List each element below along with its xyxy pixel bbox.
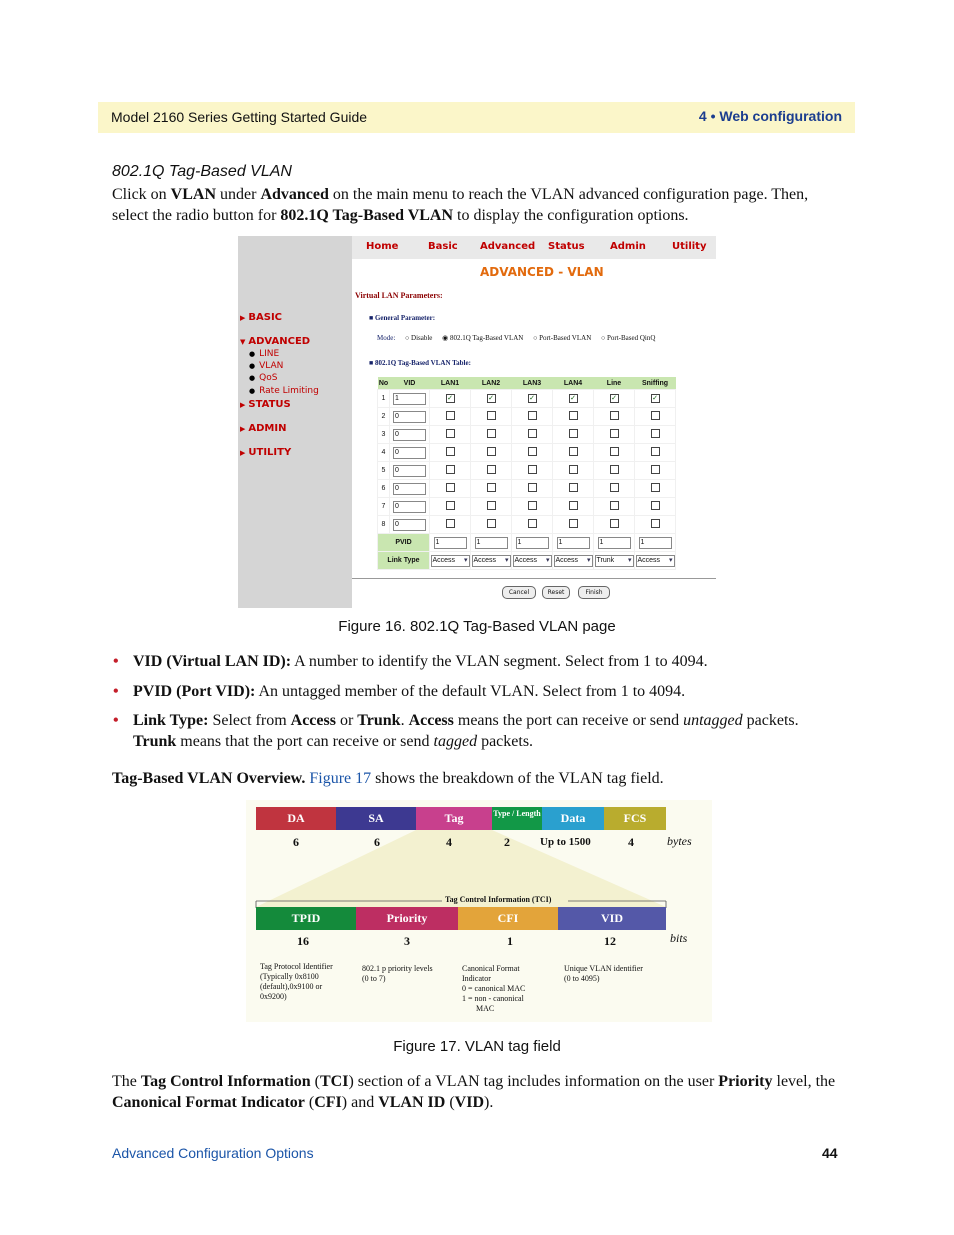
vid-input[interactable]: 0: [393, 483, 426, 495]
member-checkbox[interactable]: [528, 465, 537, 474]
intro-paragraph: Click on VLAN under Advanced on the main menu to reach the VLAN advanced configuration page. Then, select the radio button for 802.1Q Tag-Based VLAN to display the configuration options.: [112, 186, 809, 224]
member-checkbox[interactable]: [651, 411, 660, 420]
field-tpid: TPID: [256, 907, 356, 930]
vid-input[interactable]: 0: [393, 429, 426, 441]
desc-cfi: Canonical Format Indicator 0 = canonical MAC 1 = non - canonical MAC: [462, 964, 526, 1013]
desc-priority: 802.1 p priority levels (0 to 7): [362, 964, 433, 983]
bullet-icon: •: [113, 712, 119, 729]
figure-17-caption: Figure 17. VLAN tag field: [393, 1038, 561, 1055]
bits-vid: 12: [604, 934, 616, 948]
desc-tpid: Tag Protocol Identifier (Typically 0x8100 (default),0x9100 or 0x9200): [260, 962, 333, 1001]
col-lan3: LAN3: [512, 377, 553, 390]
vid-input[interactable]: 0: [393, 411, 426, 423]
member-checkbox[interactable]: [569, 483, 578, 492]
mode-disable-radio[interactable]: ○ Disable: [405, 334, 433, 342]
pvid-input[interactable]: 1: [475, 537, 508, 549]
member-checkbox[interactable]: [569, 411, 578, 420]
menu-admin[interactable]: Admin: [610, 241, 646, 252]
member-checkbox[interactable]: [610, 519, 619, 528]
pvid-input[interactable]: 1: [598, 537, 631, 549]
member-checkbox[interactable]: [610, 465, 619, 474]
col-line: Line: [594, 377, 635, 390]
link-type-select[interactable]: Access ▾: [472, 555, 511, 567]
vid-input[interactable]: 0: [393, 501, 426, 513]
desc-vid: Unique VLAN identifier (0 to 4095): [564, 964, 643, 983]
field-da: DA: [256, 807, 336, 830]
link-type-row: [378, 552, 676, 570]
finish-button[interactable]: Finish: [578, 586, 610, 599]
pvid-input[interactable]: 1: [639, 537, 672, 549]
row-no: 3: [378, 426, 390, 444]
table-row: [378, 480, 676, 498]
page-title: ADVANCED - VLAN: [480, 265, 604, 279]
top-menu: [352, 236, 716, 259]
member-checkbox[interactable]: [487, 483, 496, 492]
menu-utility[interactable]: Utility: [672, 241, 707, 252]
tci-label: Tag Control Information (TCI): [442, 895, 554, 904]
nav-status[interactable]: ▶ STATUS: [240, 399, 291, 410]
member-checkbox[interactable]: [446, 501, 455, 510]
member-checkbox[interactable]: [569, 447, 578, 456]
bits-cfi: 1: [507, 934, 513, 948]
bullet-vid: • VID (Virtual LAN ID): A number to identify the VLAN segment. Select from 1 to 4094.: [113, 653, 708, 670]
col-lan2: LAN2: [471, 377, 512, 390]
divider: [352, 578, 716, 579]
nav-utility[interactable]: ▶ UTILITY: [240, 447, 292, 458]
reset-button[interactable]: Reset: [542, 586, 570, 599]
field-type-length: Type / Length: [492, 807, 542, 830]
col-lan1: LAN1: [430, 377, 471, 390]
vlan-table: [377, 377, 676, 570]
member-checkbox[interactable]: [446, 483, 455, 492]
pvid-input[interactable]: 1: [516, 537, 549, 549]
tci-paragraph: The Tag Control Information (TCI) section of a VLAN tag includes information on the user Priority level, the Canonical Format Indicator (CFI) and VLAN ID (VID).: [112, 1073, 836, 1111]
bits-tpid: 16: [297, 934, 309, 948]
table-row: [378, 426, 676, 444]
nav-sub-rate-limiting[interactable]: ● Rate Limiting: [249, 386, 319, 396]
overview-paragraph: Tag-Based VLAN Overview. Figure 17 shows the breakdown of the VLAN tag field.: [112, 770, 664, 787]
row-no: 5: [378, 462, 390, 480]
nav-sub-line[interactable]: ● LINE: [249, 349, 280, 359]
mode-tag-based-radio[interactable]: ◉ 802.1Q Tag-Based VLAN: [442, 334, 524, 342]
table-row: [378, 444, 676, 462]
member-checkbox[interactable]: [528, 519, 537, 528]
member-checkbox[interactable]: [610, 411, 619, 420]
cancel-button[interactable]: Cancel: [502, 586, 536, 599]
row-no: 6: [378, 480, 390, 498]
table-row: [378, 408, 676, 426]
mode-port-based-radio[interactable]: ○ Port-Based VLAN: [533, 334, 592, 342]
bullet-icon: •: [113, 683, 119, 700]
member-checkbox[interactable]: ✓: [652, 395, 658, 402]
nav-basic[interactable]: ▶ BASIC: [240, 312, 283, 323]
member-checkbox[interactable]: [651, 429, 660, 438]
member-checkbox[interactable]: [487, 501, 496, 510]
member-checkbox[interactable]: [446, 429, 455, 438]
mode-row: Mode: ○ Disable ◉ 802.1Q Tag-Based VLAN ○ Port-Based VLAN ○ Port-Based QinQ: [377, 334, 656, 342]
section-title: 802.1Q Tag-Based VLAN: [112, 163, 292, 180]
nav-sub-vlan[interactable]: ● VLAN: [249, 361, 284, 371]
link-type-select[interactable]: Access ▾: [636, 555, 675, 567]
size-data: Up to 1500: [540, 836, 591, 848]
member-checkbox[interactable]: [487, 411, 496, 420]
mode-qinq-radio[interactable]: ○ Port-Based QinQ: [601, 334, 656, 342]
row-no: 4: [378, 444, 390, 462]
col-no: No: [378, 377, 390, 390]
bits-unit: bits: [670, 931, 688, 945]
member-checkbox[interactable]: [651, 465, 660, 474]
vlan-params-label: Virtual LAN Parameters:: [355, 291, 443, 300]
menu-status[interactable]: Status: [548, 241, 585, 252]
bytes-unit: bytes: [667, 834, 692, 848]
size-tag: 4: [446, 835, 452, 849]
field-cfi: CFI: [458, 907, 558, 930]
member-checkbox[interactable]: [528, 411, 537, 420]
member-checkbox[interactable]: [446, 447, 455, 456]
chapter-title: 4 • Web configuration: [698, 108, 842, 124]
table-header-row: [378, 377, 676, 390]
member-checkbox[interactable]: [528, 447, 537, 456]
member-checkbox[interactable]: [610, 429, 619, 438]
member-checkbox[interactable]: [487, 519, 496, 528]
member-checkbox[interactable]: [569, 465, 578, 474]
member-checkbox[interactable]: [528, 429, 537, 438]
member-checkbox[interactable]: [487, 447, 496, 456]
member-checkbox[interactable]: [569, 519, 578, 528]
vlan-table-label: ■ 802.1Q Tag-Based VLAN Table:: [369, 359, 471, 367]
field-priority: Priority: [356, 907, 458, 930]
size-type-length: 2: [504, 835, 510, 849]
nav-advanced[interactable]: ▼ ADVANCED: [240, 336, 311, 347]
table-row: [378, 390, 676, 408]
field-vid: VID: [558, 907, 666, 930]
link-type-select[interactable]: Access ▾: [431, 555, 470, 567]
field-fcs: FCS: [604, 807, 666, 830]
member-checkbox[interactable]: ✓: [447, 395, 453, 402]
left-nav: [238, 236, 352, 608]
vid-input[interactable]: 1: [393, 393, 426, 405]
col-lan4: LAN4: [553, 377, 594, 390]
figure-16-screenshot: [238, 236, 716, 608]
member-checkbox[interactable]: [528, 483, 537, 492]
vid-input[interactable]: 0: [393, 447, 426, 459]
member-checkbox[interactable]: [651, 447, 660, 456]
member-checkbox[interactable]: [610, 447, 619, 456]
figure-17-diagram: [246, 800, 712, 1022]
member-checkbox[interactable]: [528, 501, 537, 510]
menu-advanced[interactable]: Advanced: [480, 241, 536, 252]
table-row: [378, 498, 676, 516]
col-vid: VID: [390, 377, 430, 390]
general-param-label: ■ General Parameter:: [369, 314, 436, 322]
member-checkbox[interactable]: ✓: [529, 395, 535, 402]
table-row: [378, 516, 676, 534]
link-type-label: Link Type: [378, 552, 430, 570]
link-type-select[interactable]: Access ▾: [513, 555, 552, 567]
member-checkbox[interactable]: [446, 411, 455, 420]
member-checkbox[interactable]: [610, 483, 619, 492]
pvid-input[interactable]: 1: [557, 537, 590, 549]
col-sniffing: Sniffing: [635, 377, 676, 390]
size-sa: 6: [374, 835, 380, 849]
member-checkbox[interactable]: [651, 519, 660, 528]
nav-admin[interactable]: ▶ ADMIN: [240, 423, 287, 434]
member-checkbox[interactable]: [610, 501, 619, 510]
page-number: 44: [822, 1145, 838, 1161]
member-checkbox[interactable]: [651, 483, 660, 492]
footer-section: Advanced Configuration Options: [112, 1145, 314, 1161]
member-checkbox[interactable]: [569, 501, 578, 510]
row-no: 7: [378, 498, 390, 516]
field-tag: Tag: [416, 807, 492, 830]
figure-17-link[interactable]: Figure 17: [309, 770, 372, 787]
size-fcs: 4: [628, 835, 634, 849]
menu-basic[interactable]: Basic: [428, 241, 458, 252]
member-checkbox[interactable]: ✓: [570, 395, 576, 402]
member-checkbox[interactable]: [446, 519, 455, 528]
pvid-label: PVID: [378, 534, 430, 552]
field-data: Data: [542, 807, 604, 830]
link-type-select[interactable]: Access ▾: [554, 555, 593, 567]
bullet-pvid: • PVID (Port VID): An untagged member of the default VLAN. Select from 1 to 4094.: [113, 683, 686, 700]
member-checkbox[interactable]: ✓: [488, 395, 494, 402]
member-checkbox[interactable]: [487, 429, 496, 438]
table-row: [378, 462, 676, 480]
bullet-icon: •: [113, 653, 119, 670]
pvid-row: [378, 534, 676, 552]
member-checkbox[interactable]: [446, 465, 455, 474]
pvid-input[interactable]: 1: [434, 537, 467, 549]
vid-input[interactable]: 0: [393, 519, 426, 531]
nav-sub-qos[interactable]: ● QoS: [249, 373, 278, 383]
running-header: [98, 102, 855, 133]
member-checkbox[interactable]: [487, 465, 496, 474]
menu-home[interactable]: Home: [366, 241, 399, 252]
guide-title: Model 2160 Series Getting Started Guide: [111, 109, 368, 125]
row-no: 2: [378, 408, 390, 426]
size-da: 6: [293, 835, 299, 849]
member-checkbox[interactable]: [651, 501, 660, 510]
row-no: 8: [378, 516, 390, 534]
field-sa: SA: [336, 807, 416, 830]
figure-16-caption: Figure 16. 802.1Q Tag-Based VLAN page: [338, 618, 616, 635]
member-checkbox[interactable]: [569, 429, 578, 438]
bits-priority: 3: [404, 934, 410, 948]
link-type-select[interactable]: Trunk ▾: [595, 555, 634, 567]
row-no: 1: [378, 390, 390, 408]
bullet-link-type: • Link Type: Select from Access or Trunk. Access means the port can receive or send untagged packets. Trunk means that the port can receive or send tagged packets.: [113, 712, 799, 750]
member-checkbox[interactable]: ✓: [611, 395, 617, 402]
vid-input[interactable]: 0: [393, 465, 426, 477]
